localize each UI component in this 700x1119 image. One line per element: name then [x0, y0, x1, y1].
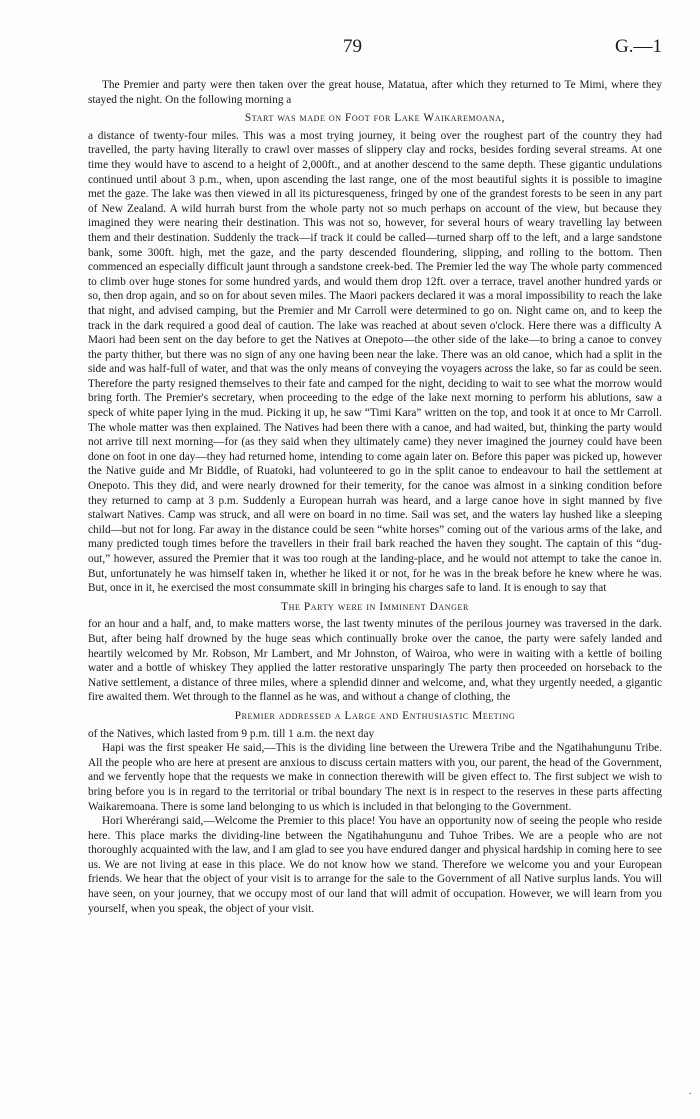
paragraph-hapi-speech: Hapi was the first speaker He said,—This is the dividing line between the Urewera Tribe and the Ngatihahungunu Tribe. All the people who are here at present are anxious to discuss certain matters with you, our parent, the head of the Government, and we fervently hope that the requests we make in connection therewith will be given effect to. The first subject we wish to bring before you is in regard to the territorial or tribal boundary The next is in respect to the reserves in these parts affecting Waikaremoana. There is some land belonging to us which is included in that belonging to the Government.	[88, 742, 662, 813]
paragraph-meeting-time: of the Natives, which lasted from 9 p.m. till 1 a.m. the next day	[88, 727, 375, 740]
paragraph-landing: for an hour and a half, and, to make matters worse, the last twenty minutes of the perilous journey was traversed in the dark. But, after being half drowned by the huge seas which continually broke over the canoe, the party were safely landed and heartily welcomed by Mr. Robson, Mr Lambert, and Mr Johnston, of Wairoa, who were in waiting with a kettle of boiling water and a bottle of whiskey They applied the latter restorative unsparingly The party then proceeded on horseback to the Native settlement, a distance of three miles, where a splendid dinner and welcome, and, what they urgently needed, a gigantic fire awaited them. Wet through to the flannel as he was, and without a change of clothing, the	[88, 618, 662, 704]
section-code: G.—1	[615, 36, 662, 57]
subheading-start-on-foot: Start was made on Foot for Lake Waikaremoana,	[244, 112, 506, 125]
paragraph-hori-speech: Hori Wherérangi said,—Welcome the Premier to this place! You have an opportunity now of seeing the people who reside here. This place marks the dividing-line between the Ngatihahungunu and Tuhoe Tribes. We are a people who are not thoroughly acquainted with the law, and I am glad to see you have endured danger and physical hardship in coming here to see us. We are not living at ease in this place. We do not know how we stand. Therefore we welcome you and your European friends. We hear that the object of your visit is to arrange for the sale to the Government of all Native surplus lands. You will have seen, on your journey, that we occupy most of our land that will admit of occupation. However, we will learn from you yourself, when you speak, the object of your visit.	[88, 815, 662, 915]
subheading-imminent-danger: The Party were in Imminent Danger	[281, 600, 469, 613]
page-header	[88, 36, 662, 64]
page-number: 79	[343, 36, 362, 57]
paragraph-arrival: The Premier and party were then taken over the great house, Matatua, after which they returned to Te Mimi, where they stayed the night. On the following morning a	[88, 79, 662, 106]
subheading-meeting: Premier addressed a Large and Enthusiastic Meeting	[234, 709, 516, 722]
margin-mark: ·	[688, 1088, 692, 1100]
paragraph-journey: a distance of twenty-four miles. This was a most trying journey, it being over the roughest part of the country they had travelled, the party having literally to crawl over masses of slippery clay and rocks, besides fording several streams. At one time they would have to ascend to a height of 2,000ft., and at another descend to the same depth. These gigantic undulations continued until about 3 p.m., when, upon ascending the last range, one of the most beautiful sights it is possible to imagine met the gaze. The lake was then viewed in all its picturesqueness, fringed by one of the grandest forests to be seen in any part of New Zealand. A wild hurrah burst from the whole party not so much perhaps on account of the view, but because they imagined they were nearing their destination. This was not so, however, for several hours of weary travelling lay between them and their destination. Suddenly the track—if track it could be called—turned sharp off to the left, and a large sandstone bank, some 300ft. high, met the gaze, and the party descended floundering, slipping, and rolling to the bottom. Then commenced an especially difficult jaunt through a sandstone creek-bed. The Premier led the way The whole party commenced to climb over huge stones for some hundred yards, and would them drop 12ft. over a terrace, travel another hundred yards or so, then drop again, and so on for about seven miles. The Maori packers declared it was a moral impossibility to reach the lake that night, and advised camping, but the Premier and Mr Carroll were determined to go on. Night came on, and to keep the track in the dark required a good deal of caution. The lake was reached at about seven o'clock. Here there was a difficulty A Maori had been sent on the day before to get the Natives at Onepoto—the other side of the lake—to bring a canoe to convey the party thither, but there was no sign of any one having been near the lake. There was an old canoe, which had a split in the side and was half-full of water, and that was the only means of conveying the voyagers across the lake, so far as could be seen. Therefore the party resigned themselves to their fate and camped for the night, deciding to wait to see what the morrow would bring forth. The Premier's secretary, when proceeding to the edge of the lake next morning to perform his ablutions, saw a speck of white paper lying in the mud. Picking it up, he saw “Timi Kara” written on the top, and took it at once to Mr Carroll. The whole matter was then explained. The Natives had been there with a canoe, and had waited, but, thinking the party would not arrive till next morning—for (as they said when they ultimately came) they never imagined the journey could have been done on foot in one day—they had returned home, intending to come again later on. Before this paper was picked up, however the Native guide and Mr Biddle, of Ruatoki, had volunteered to go in the split canoe to endeavour to hail the settlement at Onepoto. This they did, and were nearly drowned for their temerity, for the canoe was almost in a sinking condition before they returned to camp at 3 p.m. Suddenly a European hurrah was heard, and a large canoe hove in sight manned by five stalwart Natives. Camp was struck, and all were on board in no time. Sail was set, and the waters lay hushed like a sleeping child—but not for long. Far away in the distance could be seen “white horses” coming out of the various arms of the lake, and many predicted tough times before the travellers in their frail bark reached the haven they sought. The captain of this “dug-out,” however, assured the Premier that it was too rough at the landing-place, and he would not attempt to take the canoe in. But, unfortunately he was himself taken in, whether he liked it or not, for he was in the break before he knew where he was. But, once in it, he exercised the most consummate skill in bringing his charges safe to land. It is enough to say that	[88, 129, 662, 595]
